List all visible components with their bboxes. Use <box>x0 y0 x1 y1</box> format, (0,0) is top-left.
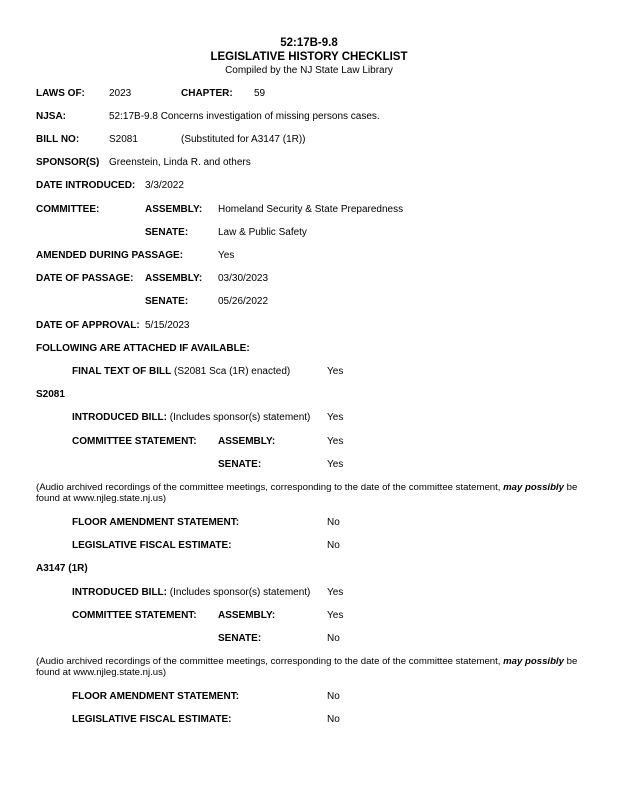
date-of-approval-label: DATE OF APPROVAL: <box>36 320 140 331</box>
s2081-intro-detail: (Includes sponsor(s) statement) <box>169 412 311 423</box>
amended-label: AMENDED DURING PASSAGE: <box>36 250 184 261</box>
amended-value: Yes <box>218 250 235 261</box>
njsa-value: 52:17B-9.8 Concerns investigation of missing persons cases. <box>109 111 380 122</box>
a3147-committee-label: COMMITTEE STATEMENT: <box>72 610 197 621</box>
a3147-assembly-label: ASSEMBLY: <box>218 610 276 621</box>
date-of-approval-value: 5/15/2023 <box>145 320 190 331</box>
statute-number: 52:17B-9.8 <box>280 37 338 49</box>
bill-no-value: S2081 <box>109 134 138 145</box>
passage-senate-value: 05/26/2022 <box>218 296 269 307</box>
njsa-label: NJSA: <box>36 111 67 122</box>
s2081-intro-label: INTRODUCED BILL: <box>72 412 167 423</box>
committee-assembly-label: ASSEMBLY: <box>145 204 203 215</box>
s2081-note-part1: (Audio archived recordings of the committee meetings, corresponding to the date of the committee statement, <box>36 482 504 493</box>
chapter-value: 59 <box>254 88 266 99</box>
a3147-senate-value: No <box>327 633 340 644</box>
compiled-by: Compiled by the NJ State Law Library <box>225 65 393 76</box>
s2081-audio-note <box>36 482 586 504</box>
s2081-fiscal-value: No <box>327 540 340 551</box>
s2081-committee-label: COMMITTEE STATEMENT: <box>72 436 197 447</box>
s2081-assembly-value: Yes <box>327 436 344 447</box>
passage-assembly-label: ASSEMBLY: <box>145 273 203 284</box>
s2081-floor-value: No <box>327 517 340 528</box>
a3147-assembly-value: Yes <box>327 610 344 621</box>
final-text-detail: (S2081 Sca (1R) enacted) <box>174 366 291 377</box>
document-title: LEGISLATIVE HISTORY CHECKLIST <box>210 51 408 63</box>
a3147-fiscal-label: LEGISLATIVE FISCAL ESTIMATE: <box>72 714 232 725</box>
a3147-floor-label: FLOOR AMENDMENT STATEMENT: <box>72 691 240 702</box>
passage-assembly-value: 03/30/2023 <box>218 273 269 284</box>
final-text-row <box>72 366 290 377</box>
s2081-intro-value: Yes <box>327 412 344 423</box>
s2081-note-emphasis: may possibly <box>503 482 564 493</box>
bill-substituted: (Substituted for A3147 (1R)) <box>181 134 306 145</box>
s2081-senate-label: SENATE: <box>218 459 262 470</box>
committee-senate-label: SENATE: <box>145 227 189 238</box>
s2081-fiscal-label: LEGISLATIVE FISCAL ESTIMATE: <box>72 540 232 551</box>
a3147-senate-label: SENATE: <box>218 633 262 644</box>
attachments-heading: FOLLOWING ARE ATTACHED IF AVAILABLE: <box>36 343 250 354</box>
final-text-value: Yes <box>327 366 344 377</box>
s2081-assembly-label: ASSEMBLY: <box>218 436 276 447</box>
chapter-label: CHAPTER: <box>181 88 233 99</box>
a3147-note-part2: be found at www.njleg.state.nj.us) <box>36 656 578 678</box>
a3147-floor-value: No <box>327 691 340 702</box>
a3147-heading: A3147 (1R) <box>36 563 88 574</box>
committee-senate-value: Law & Public Safety <box>218 227 307 238</box>
committee-assembly-value: Homeland Security & State Preparedness <box>218 204 404 215</box>
a3147-intro-value: Yes <box>327 587 344 598</box>
date-introduced-value: 3/3/2022 <box>145 180 184 191</box>
s2081-floor-label: FLOOR AMENDMENT STATEMENT: <box>72 517 240 528</box>
sponsors-value: Greenstein, Linda R. and others <box>109 157 251 168</box>
sponsors-label: SPONSOR(S) <box>36 157 100 168</box>
a3147-intro-label: INTRODUCED BILL: <box>72 587 167 598</box>
passage-senate-label: SENATE: <box>145 296 189 307</box>
a3147-fiscal-value: No <box>327 714 340 725</box>
a3147-note-part1: (Audio archived recordings of the committee meetings, corresponding to the date of the committee statement, <box>36 656 504 667</box>
committee-label: COMMITTEE: <box>36 204 100 215</box>
s2081-intro-row <box>72 412 310 423</box>
a3147-intro-row <box>72 587 310 598</box>
s2081-note-part2: be found at www.njleg.state.nj.us) <box>36 482 578 504</box>
s2081-heading: S2081 <box>36 389 65 400</box>
laws-of-value: 2023 <box>109 88 132 99</box>
a3147-intro-detail: (Includes sponsor(s) statement) <box>169 587 311 598</box>
final-text-label: FINAL TEXT OF BILL <box>72 366 172 377</box>
a3147-note-emphasis: may possibly <box>503 656 564 667</box>
s2081-senate-value: Yes <box>327 459 344 470</box>
laws-of-label: LAWS OF: <box>36 88 85 99</box>
a3147-audio-note <box>36 656 586 678</box>
date-of-passage-label: DATE OF PASSAGE: <box>36 273 134 284</box>
date-introduced-label: DATE INTRODUCED: <box>36 180 136 191</box>
bill-no-label: BILL NO: <box>36 134 80 145</box>
